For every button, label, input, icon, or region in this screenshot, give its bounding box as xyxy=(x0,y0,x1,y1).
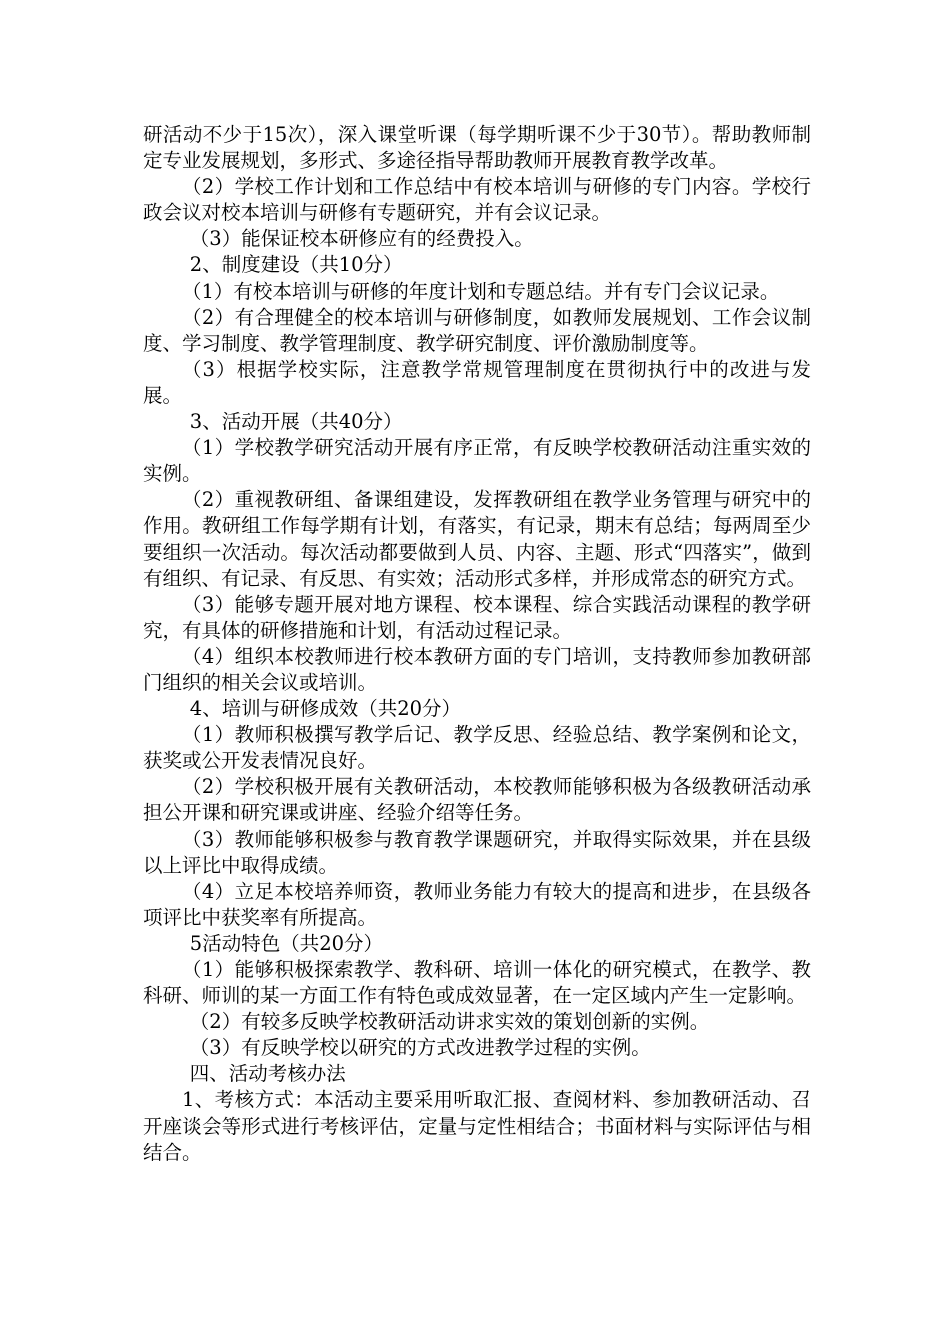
section-heading: 4、培训与研修成效（共20分） xyxy=(189,697,462,721)
section-heading: 2、制度建设（共10分） xyxy=(189,253,403,277)
paragraph-item: （3）能够专题开展对地方课程、校本课程、综合实践活动课程的教学研究，有具体的研修措施和计划，有活动过程记录。 xyxy=(143,592,811,642)
paragraph-item: （3）根据学校实际，注意教学常规管理制度在贯彻执行中的改进与发展。 xyxy=(143,357,811,407)
paragraph-item: 1、考核方式：本活动主要采用听取汇报、查阅材料、参加教研活动、召开座谈会等形式进行考核评估，定量与定性相结合；书面材料与实际评估与相结合。 xyxy=(143,1088,811,1164)
paragraph-item: （1）教师积极撰写教学后记、教学反思、经验总结、教学案例和论文，获奖或公开发表情况良好。 xyxy=(143,723,811,773)
paragraph-item: （3）有反映学校以研究的方式改进教学过程的实例。 xyxy=(189,1036,651,1060)
paragraph-item: （2）学校工作计划和工作总结中有校本培训与研修的专门内容。学校行政会议对校本培训与研修有专题研究，并有会议记录。 xyxy=(143,175,811,225)
paragraph-item: （3）教师能够积极参与教育教学课题研究，并取得实际效果，并在县级以上评比中取得成绩。 xyxy=(143,827,811,877)
paragraph-item: （1）能够积极探索教学、教科研、培训一体化的研究模式，在教学、教科研、师训的某一方面工作有特色或成效显著，在一定区域内产生一定影响。 xyxy=(143,958,811,1008)
paragraph-item: （4）立足本校培养师资，教师业务能力有较大的提高和进步，在县级各项评比中获奖率有所提高。 xyxy=(143,879,811,929)
paragraph-item: （2）学校积极开展有关教研活动，本校教师能够积极为各级教研活动承担公开课和研究课或讲座、经验介绍等任务。 xyxy=(143,775,811,825)
paragraph-item: （3）能保证校本研修应有的经费投入。 xyxy=(189,227,534,251)
section-heading: 5活动特色（共20分） xyxy=(189,931,384,955)
paragraph-item: （2）有较多反映学校教研活动讲求实效的策划创新的实例。 xyxy=(189,1010,710,1034)
paragraph-item: （2）有合理健全的校本培训与研修制度，如教师发展规划、工作会议制度、学习制度、教学管理制度、教学研究制度、评价激励制度等。 xyxy=(143,305,811,355)
section-heading: 3、活动开展（共40分） xyxy=(189,410,403,434)
document-body xyxy=(143,122,811,1166)
paragraph-item: （2）重视教研组、备课组建设，发挥教研组在教学业务管理与研究中的作用。教研组工作每学期有计划，有落实，有记录，期末有总结；每两周至少要组织一次活动。每次活动都要做到人员、内容、主题、形式“四落实”，做到有组织、有记录、有反思、有实效；活动形式多样，并形成常态的研究方式。 xyxy=(143,488,811,590)
paragraph-item: （4）组织本校教师进行校本教研方面的专门培训，支持教师参加教研部门组织的相关会议或培训。 xyxy=(143,644,811,694)
paragraph-item: （1）有校本培训与研修的年度计划和专题总结。并有专门会议记录。 xyxy=(182,279,780,303)
paragraph-continuation: 研活动不少于15次），深入课堂听课（每学期听课不少于30节）。帮助教师制定专业发展规划，多形式、多途径指导帮助教师开展教育教学改革。 xyxy=(143,123,811,173)
section-heading: 四、活动考核办法 xyxy=(189,1062,346,1086)
paragraph-item: （1）学校教学研究活动开展有序正常，有反映学校教研活动注重实效的实例。 xyxy=(143,436,811,486)
